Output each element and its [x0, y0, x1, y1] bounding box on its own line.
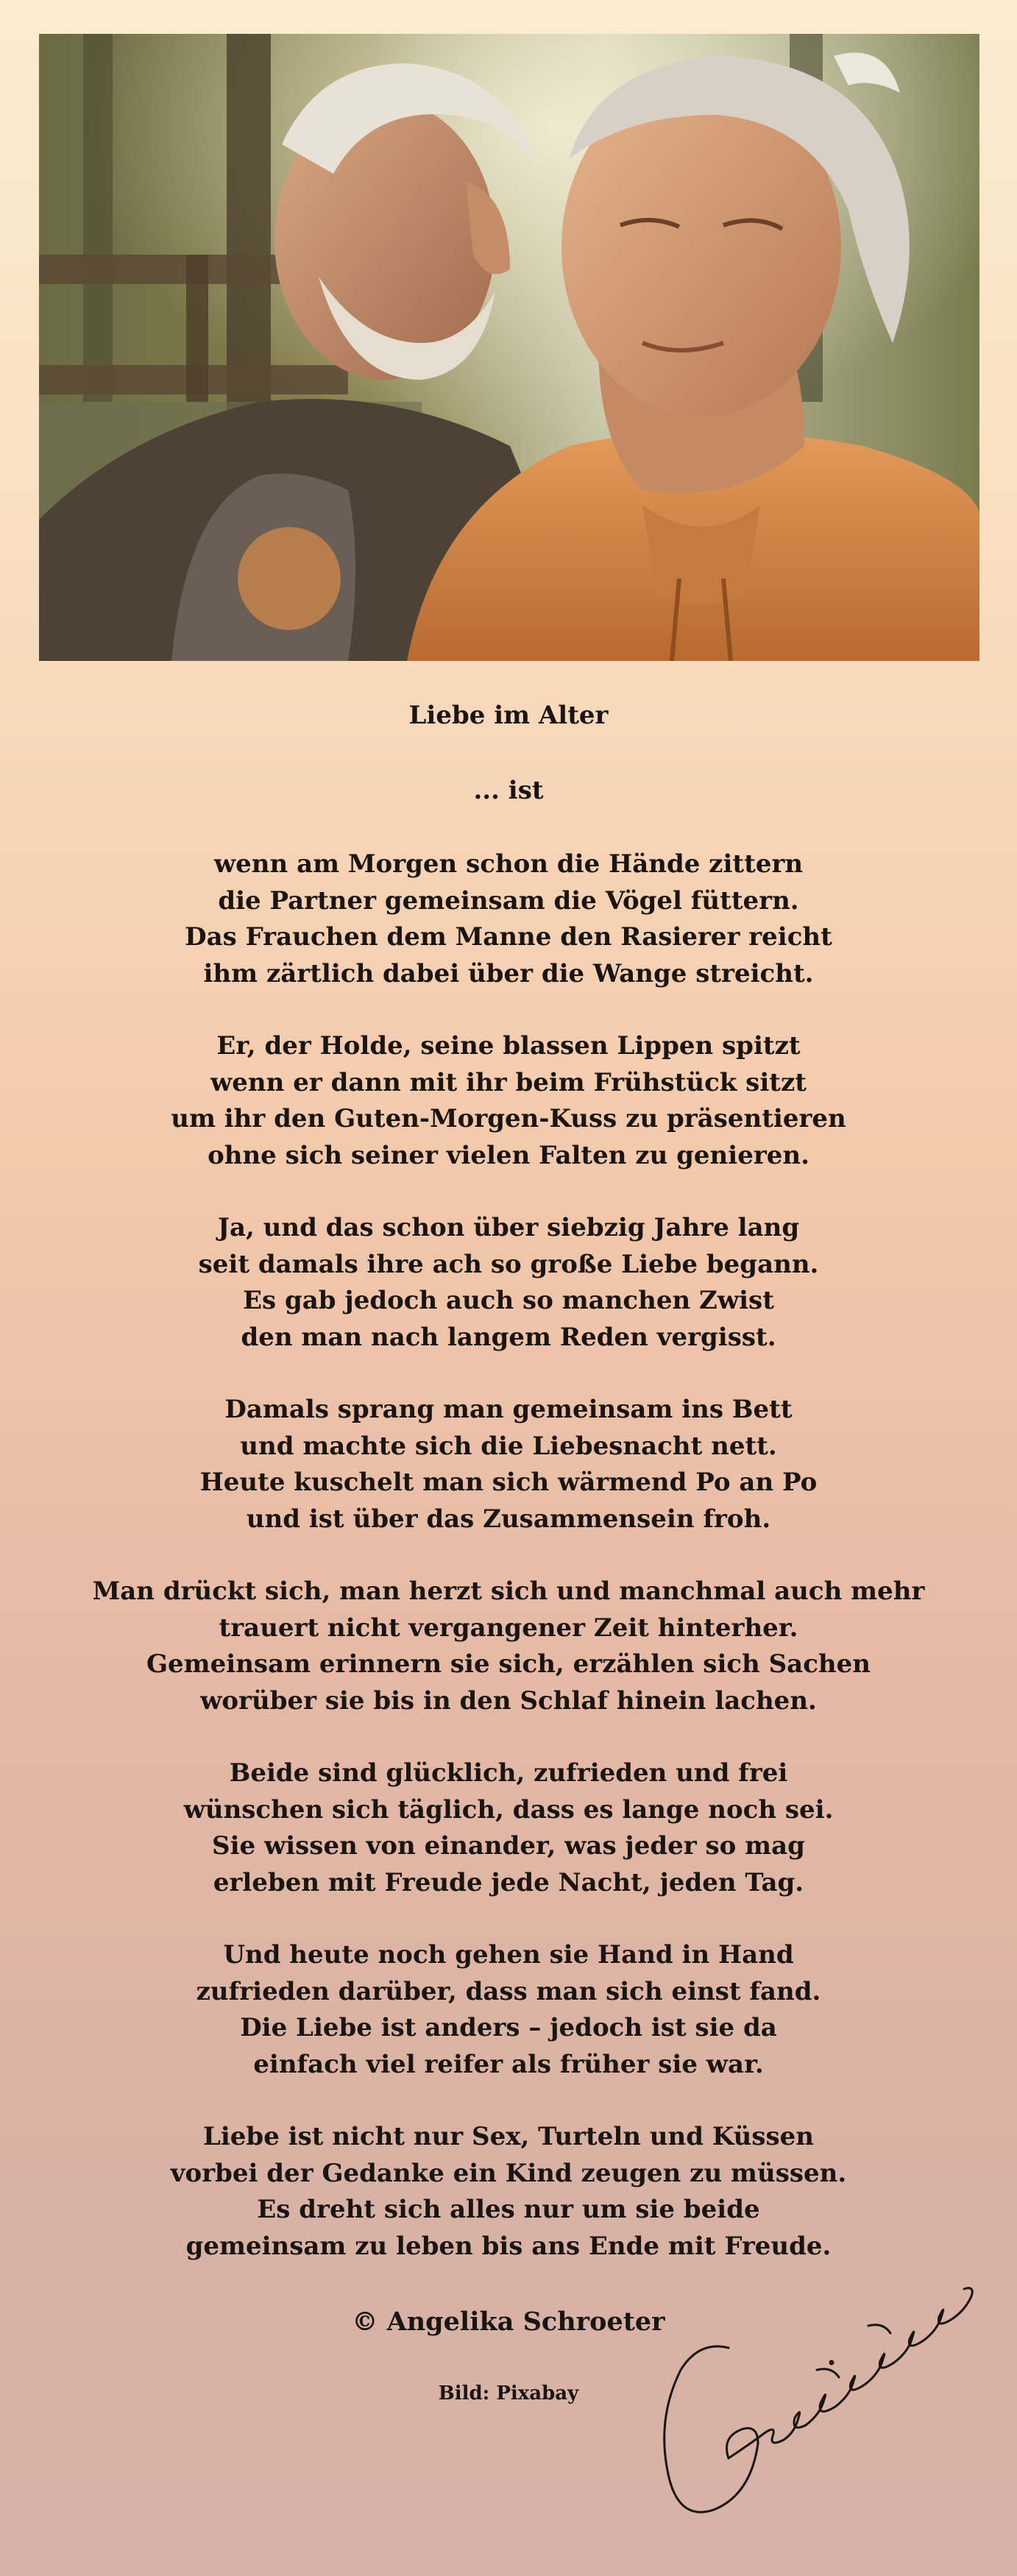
poem-line: die Partner gemeinsam die Vögel füttern.	[218, 885, 799, 916]
poem-line: Und heute noch gehen sie Hand in Hand	[223, 1940, 794, 1970]
poem-line: gemeinsam zu leben bis ans Ende mit Freude.	[185, 2231, 832, 2261]
poem-line: Gemeinsam erinnern sie sich, erzählen sich Sachen	[146, 1649, 871, 1679]
poem-line: ohne sich seiner vielen Falten zu genieren.	[208, 1140, 809, 1170]
stanza	[0, 1028, 1017, 1174]
poem-line: Man drückt sich, man herzt sich und manchmal auch mehr	[92, 1577, 925, 1606]
poem-line: wünschen sich täglich, dass es lange noch sei.	[183, 1794, 834, 1825]
poem-line: zufrieden darüber, dass man sich einst fand.	[196, 1976, 821, 2006]
poem-line: Heute kuschelt man sich wärmend Po an Po	[199, 1468, 818, 1497]
poem-line: Damals sprang man gemeinsam ins Bett	[224, 1395, 793, 1424]
poem-line: Es gab jedoch auch so manchen Zwist	[243, 1286, 774, 1315]
poem-line: Er, der Holde, seine blassen Lippen spitzt	[216, 1031, 801, 1061]
poem-line: seit damals ihre ach so große Liebe begann.	[198, 1249, 819, 1279]
poem-line: trauert nicht vergangener Zeit hinterher.	[219, 1613, 798, 1643]
poem-line: Beide sind glücklich, zufrieden und frei	[229, 1758, 788, 1788]
stanza	[0, 1392, 1017, 1538]
photo-illustration	[39, 34, 979, 661]
stanza	[0, 1210, 1017, 1356]
poem-line: erleben mit Freude jede Nacht, jeden Tag.	[213, 1867, 804, 1897]
poem-line: ihm zärtlich dabei über die Wange streicht.	[203, 958, 814, 988]
signature-drawing	[648, 2260, 986, 2532]
stanza	[0, 1574, 1017, 1719]
stanza	[0, 1755, 1017, 1901]
poem-line: um ihr den Guten-Morgen-Kuss zu präsentieren	[171, 1104, 846, 1133]
poem-line: Das Frauchen dem Manne den Rasierer reicht	[185, 922, 832, 952]
poem-title: Liebe im Alter	[408, 701, 609, 730]
poem-line: einfach viel reifer als früher sie war.	[253, 2049, 764, 2079]
poem-line: vorbei der Gedanke ein Kind zeugen zu müssen.	[170, 2158, 847, 2188]
image-credit: Bild: Pixabay	[438, 2382, 579, 2405]
signature-logo	[648, 2260, 986, 2532]
poem-line: Sie wissen von einander, was jeder so mag	[212, 1831, 805, 1861]
copyright-line: © Angelika Schroeter	[352, 2307, 665, 2337]
poem-line: Ja, und das schon über siebzig Jahre lang	[217, 1213, 800, 1242]
poem-line: den man nach langem Reden vergisst.	[241, 1322, 776, 1352]
poem-line: Es dreht sich alles nur um sie beide	[257, 2195, 760, 2224]
stanza	[0, 846, 1017, 992]
poem-line: worüber sie bis in den Schlaf hinein lachen.	[200, 1685, 817, 1716]
poem-line: wenn er dann mit ihr beim Frühstück sitzt	[210, 1067, 807, 1097]
poem-line: wenn am Morgen schon die Hände zittern	[213, 849, 804, 879]
poem-line: Liebe ist nicht nur Sex, Turteln und Küssen	[202, 2122, 815, 2151]
stanza	[0, 2119, 1017, 2265]
poem-line: und ist über das Zusammensein froh.	[246, 1504, 771, 1534]
poem-line: Die Liebe ist anders – jedoch ist sie da	[240, 2013, 777, 2042]
poem-subtitle: ... ist	[473, 776, 544, 805]
stanza	[0, 1937, 1017, 2083]
elderly-couple-photo	[39, 34, 979, 661]
poem-line: und machte sich die Liebesnacht nett.	[240, 1431, 777, 1461]
